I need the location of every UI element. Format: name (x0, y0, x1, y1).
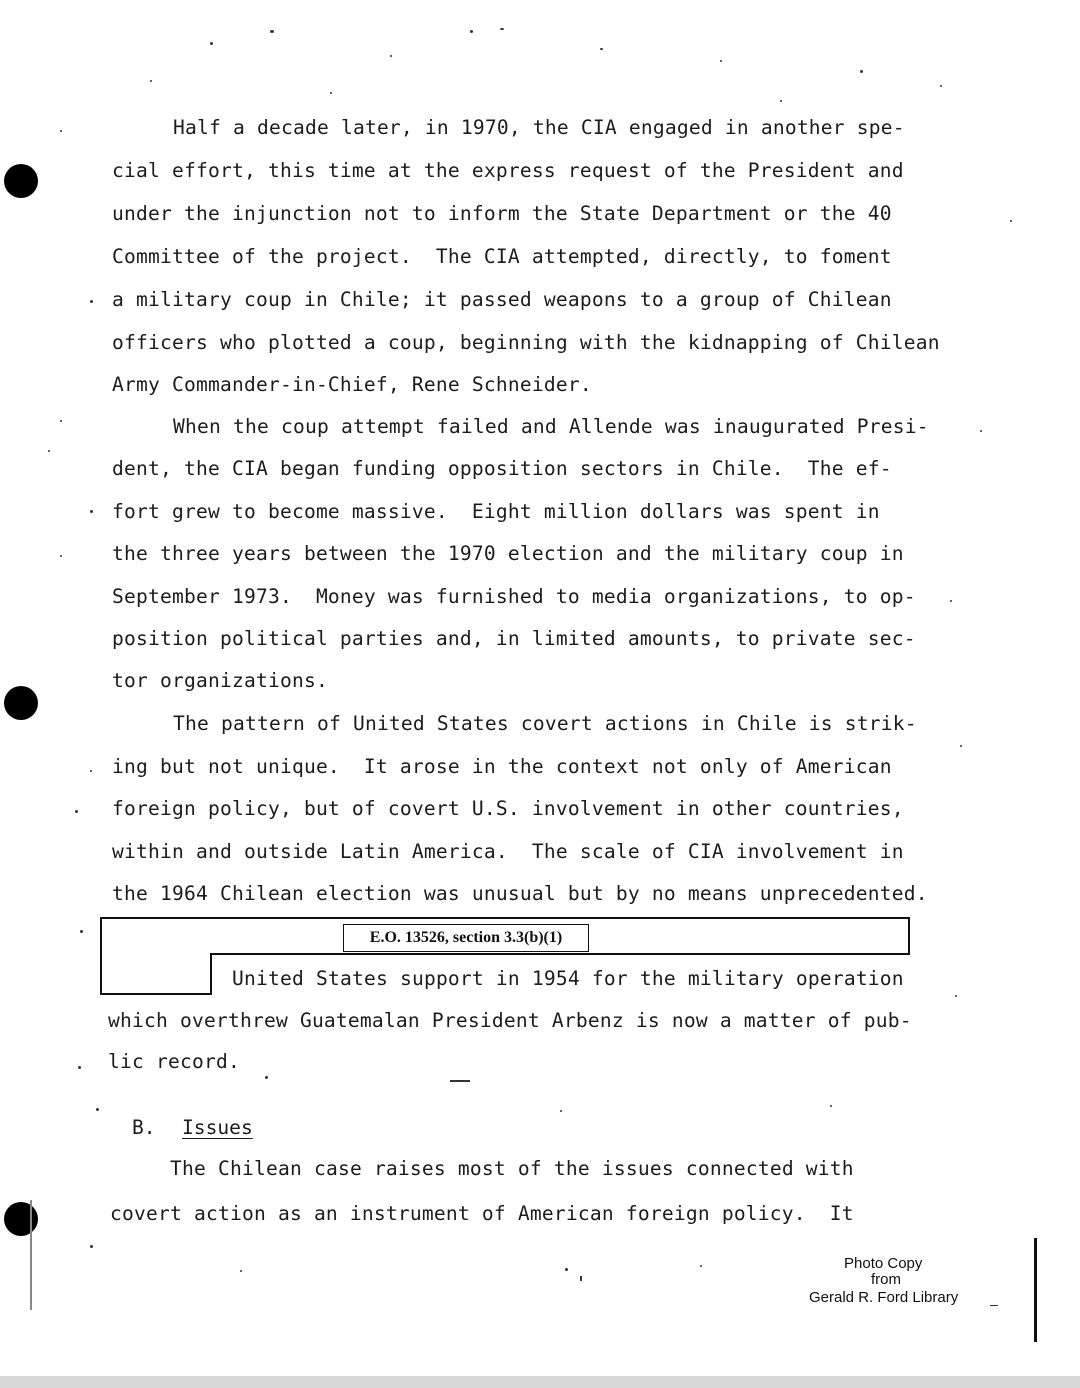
stamp-line: from (871, 1271, 901, 1288)
section-letter: B. (132, 1116, 156, 1139)
text-line: which overthrew Guatemalan President Arbenz is now a matter of pub- (108, 1009, 912, 1032)
text-line: Half a decade later, in 1970, the CIA engaged in another spe- (173, 116, 905, 139)
redaction-divider (210, 953, 910, 955)
punch-hole-middle (4, 686, 38, 720)
scan-edge-line (30, 1200, 32, 1310)
text-line: the 1964 Chilean election was unusual but by no means unprecedented. (112, 882, 928, 905)
text-line: the three years between the 1970 election and the military coup in (112, 542, 904, 565)
redaction-label: E.O. 13526, section 3.3(b)(1) (343, 924, 589, 952)
text-line: Army Commander-in-Chief, Rene Schneider. (112, 373, 592, 396)
redaction-box-lower (100, 953, 212, 995)
text-line: When the coup attempt failed and Allende was inaugurated Presi- (173, 415, 929, 438)
text-line: United States support in 1954 for the military operation (232, 967, 904, 990)
punch-hole-top (4, 164, 38, 198)
stamp-line: Photo Copy (844, 1255, 923, 1272)
text-line: under the injunction not to inform the State Department or the 40 (112, 202, 892, 225)
text-line: September 1973. Money was furnished to media organizations, to op- (112, 585, 916, 608)
text-line: cial effort, this time at the express request of the President and (112, 159, 904, 182)
scan-bottom-border (0, 1376, 1080, 1388)
text-line: tor organizations. (112, 669, 328, 692)
text-line: covert action as an instrument of American foreign policy. It (110, 1202, 854, 1225)
text-line: foreign policy, but of covert U.S. involvement in other countries, (112, 797, 904, 820)
text-line: Committee of the project. The CIA attempted, directly, to foment (112, 245, 892, 268)
text-line: The Chilean case raises most of the issues connected with (170, 1157, 854, 1180)
scan-edge-line (1034, 1238, 1037, 1342)
text-line: lic record. (108, 1050, 240, 1073)
section-title: Issues (182, 1116, 253, 1139)
text-line: within and outside Latin America. The scale of CIA involvement in (112, 840, 904, 863)
text-line: ing but not unique. It arose in the context not only of American (112, 755, 892, 778)
text-line: a military coup in Chile; it passed weapons to a group of Chilean (112, 288, 892, 311)
text-line: dent, the CIA began funding opposition sectors in Chile. The ef- (112, 457, 892, 480)
text-line: position political parties and, in limited amounts, to private sec- (112, 627, 916, 650)
text-line: officers who plotted a coup, beginning with the kidnapping of Chilean (112, 331, 940, 354)
punch-hole-bottom (4, 1202, 38, 1236)
text-line: The pattern of United States covert actions in Chile is strik- (173, 712, 917, 735)
stamp-line: Gerald R. Ford Library (809, 1289, 959, 1306)
text-line: fort grew to become massive. Eight million dollars was spent in (112, 500, 880, 523)
